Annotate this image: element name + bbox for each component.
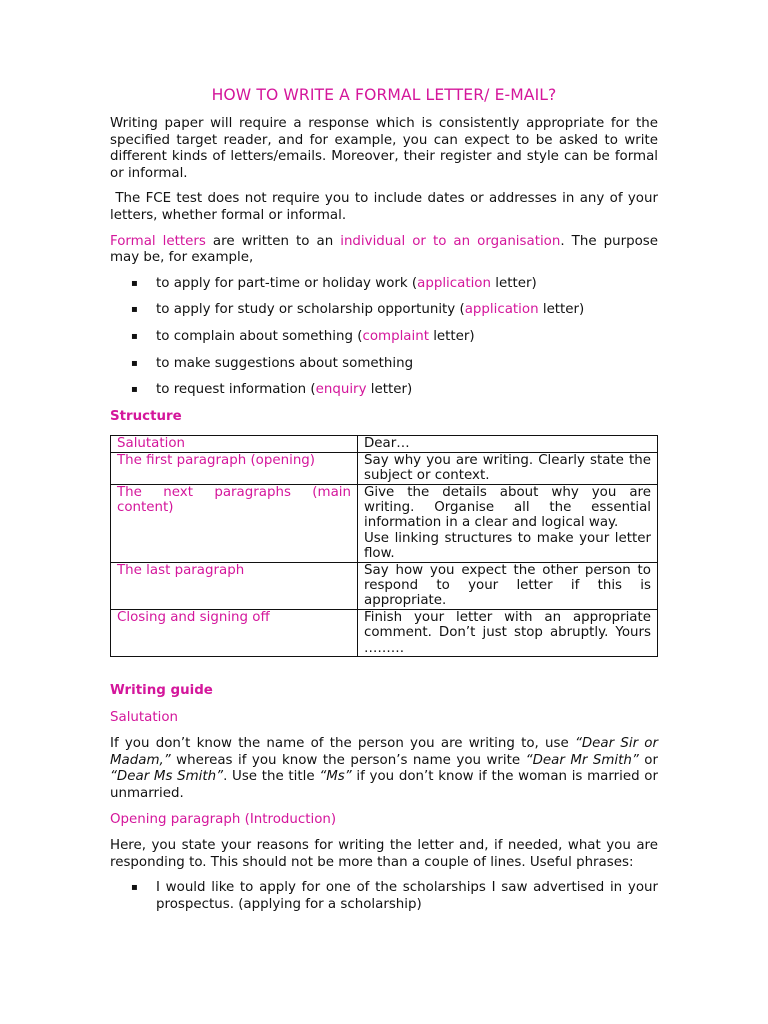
bullet-icon: ▪ xyxy=(131,330,138,342)
structure-part: The first paragraph (opening) xyxy=(111,452,358,484)
item-text: to complain about something ( xyxy=(156,328,363,344)
bullet-icon: ▪ xyxy=(131,277,138,289)
opening-paragraph: Here, you state your reasons for writing the letter and, if needed, what you are responding to. This should not be more than a couple of lines. Useful phrases: xyxy=(110,838,658,870)
purpose-text-1: are written to an xyxy=(205,233,341,249)
table-row xyxy=(111,484,658,562)
purpose-text-2: . The purpose may be, for example, xyxy=(110,233,658,266)
salutation-text: If you don’t know the name of the person you are writing to, use xyxy=(110,736,575,752)
list-item xyxy=(110,276,658,293)
phrase-text: I would like to apply for one of the scholarships I saw advertised in your prospectus. (applying for a scholarship) xyxy=(156,880,658,912)
structure-table xyxy=(110,435,658,657)
intro-paragraph-1: Writing paper will require a response which is consistently appropriate for the specified target reader, and for example, you can expect to be asked to write different kinds of letters/emails. Moreover, their register and style can be formal or informal. xyxy=(110,116,658,181)
table-row xyxy=(111,609,658,656)
purpose-list xyxy=(110,276,658,399)
structure-desc: Dear… xyxy=(358,436,658,452)
phrases-list xyxy=(110,880,658,913)
item-text: to apply for part-time or holiday work ( xyxy=(156,275,418,291)
intro-paragraph-2: The FCE test does not require you to include dates or addresses in any of your letters, whether formal or informal. xyxy=(110,191,663,223)
writing-guide-heading: Writing guide xyxy=(110,683,213,698)
salutation-paragraph xyxy=(110,736,658,802)
salutation-text: whereas if you know the person’s name you write xyxy=(170,752,526,768)
item-text: to make suggestions about something xyxy=(156,355,414,371)
item-text: to apply for study or scholarship opportunity ( xyxy=(156,302,465,318)
document-content xyxy=(110,86,663,924)
purpose-paragraph xyxy=(110,234,658,267)
item-text: letter) xyxy=(366,382,413,398)
salutation-quote: “Ms” xyxy=(319,769,352,785)
item-text: letter) xyxy=(428,328,475,344)
list-item xyxy=(110,302,658,319)
structure-part: The last paragraph xyxy=(111,562,358,609)
structure-part: Closing and signing off xyxy=(111,609,358,656)
bullet-icon: ▪ xyxy=(131,882,138,894)
structure-desc: Say why you are writing. Clearly state the subject or context. xyxy=(358,452,658,484)
bullet-icon: ▪ xyxy=(131,304,138,316)
opening-heading: Opening paragraph (Introduction) xyxy=(110,811,337,827)
letter-type: application xyxy=(417,275,491,291)
structure-heading: Structure xyxy=(110,408,182,424)
item-text: letter) xyxy=(538,302,585,318)
letter-type: application xyxy=(464,302,539,318)
salutation-quote: “Dear Ms Smith” xyxy=(110,769,224,785)
item-text: letter) xyxy=(491,275,537,291)
letter-type: enquiry xyxy=(315,382,367,398)
structure-desc xyxy=(358,484,658,562)
formal-letters-term: Formal letters xyxy=(110,233,206,249)
recipient-term: individual or to an organisation xyxy=(340,233,561,249)
salutation-text: or xyxy=(638,752,658,768)
list-item xyxy=(110,329,658,346)
structure-desc-line: Use linking structures to make your letter flow. xyxy=(364,530,651,562)
structure-desc-line: Give the details about why you are writing. Organise all the essential information in a clear and logical way. xyxy=(364,484,651,531)
structure-desc: Finish your letter with an appropriate comment. Don’t just stop abruptly. Yours ……… xyxy=(358,609,658,656)
salutation-heading: Salutation xyxy=(110,709,179,725)
list-item xyxy=(110,356,658,373)
salutation-text: . Use the title xyxy=(223,769,320,785)
letter-type: complaint xyxy=(362,328,429,344)
item-text: to request information ( xyxy=(156,382,316,398)
structure-part: Salutation xyxy=(111,436,358,452)
table-row xyxy=(111,452,658,484)
structure-desc: Say how you expect the other person to respond to your letter if this is appropriate. xyxy=(358,562,658,609)
bullet-icon: ▪ xyxy=(131,357,138,369)
bullet-icon: ▪ xyxy=(131,384,138,396)
table-row xyxy=(111,436,658,452)
table-row xyxy=(111,562,658,609)
list-item xyxy=(110,880,658,913)
salutation-quote: “Dear Sir or Madam,” xyxy=(110,736,658,768)
page-title: HOW TO WRITE A FORMAL LETTER/ E-MAIL? xyxy=(211,86,557,104)
salutation-quote: “Dear Mr Smith” xyxy=(525,752,639,768)
salutation-text: if you don’t know if the woman is married or unmarried. xyxy=(110,769,658,801)
structure-part: The next paragraphs (main content) xyxy=(111,484,358,562)
list-item xyxy=(110,382,658,399)
